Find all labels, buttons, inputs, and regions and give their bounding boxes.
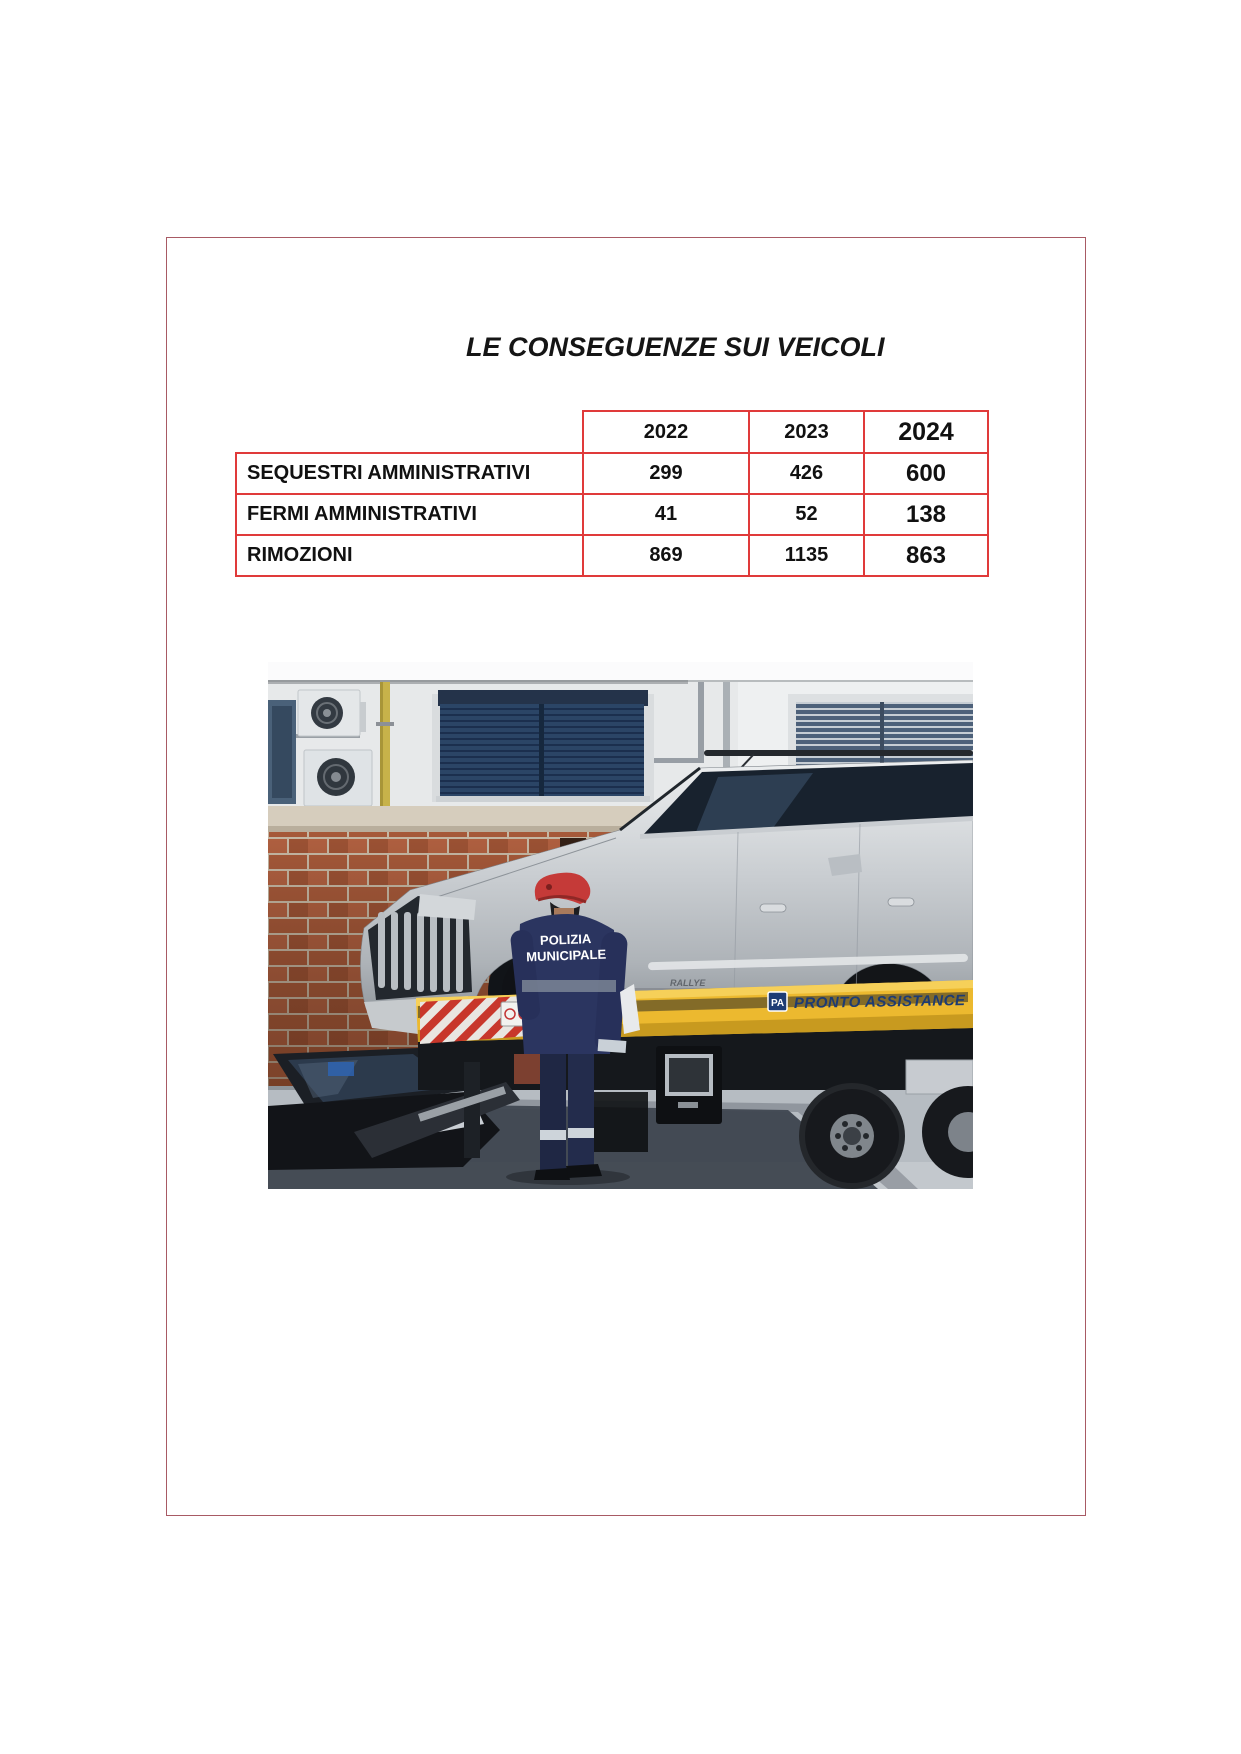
row-label-rimozioni: RIMOZIONI [236, 535, 583, 576]
table-row [236, 494, 988, 535]
cell-rimozioni-2024: 863 [864, 535, 988, 576]
table-row [236, 535, 988, 576]
cell-rimozioni-2023: 1135 [749, 535, 864, 576]
table-row [236, 453, 988, 494]
car-badge-text: RALLYE [670, 978, 706, 988]
cell-fermi-2024: 138 [864, 494, 988, 535]
truck-side-text: PRONTO ASSISTANCE [793, 992, 966, 1012]
cell-sequestri-2022: 299 [583, 453, 749, 494]
cell-fermi-2023: 52 [749, 494, 864, 535]
cell-rimozioni-2022: 869 [583, 535, 749, 576]
officer-text-line2: MUNICIPALE [525, 946, 607, 965]
table-header-row [236, 411, 988, 453]
row-label-fermi: FERMI AMMINISTRATIVI [236, 494, 583, 535]
table-header-year-2022: 2022 [583, 411, 749, 453]
truck-logo-text: PA [771, 998, 785, 1009]
photo-tow-truck [268, 662, 973, 1189]
vehicle-consequences-table [235, 410, 989, 577]
photo-illustration [268, 662, 973, 1189]
cell-sequestri-2024: 600 [864, 453, 988, 494]
page-title: LE CONSEGUENZE SUI VEICOLI [466, 332, 885, 362]
table-header-empty-cell [236, 411, 583, 453]
ac-unit-upper [296, 690, 366, 738]
blue-shutter-window [432, 690, 654, 802]
cell-sequestri-2023: 426 [749, 453, 864, 494]
table-header-year-2023: 2023 [749, 411, 864, 453]
officer-text-line1: POLIZIA [539, 931, 592, 948]
ac-unit-lower [304, 750, 372, 806]
row-label-sequestri: SEQUESTRI AMMINISTRATIVI [236, 453, 583, 494]
cell-fermi-2022: 41 [583, 494, 749, 535]
table-header-year-2024: 2024 [864, 411, 988, 453]
